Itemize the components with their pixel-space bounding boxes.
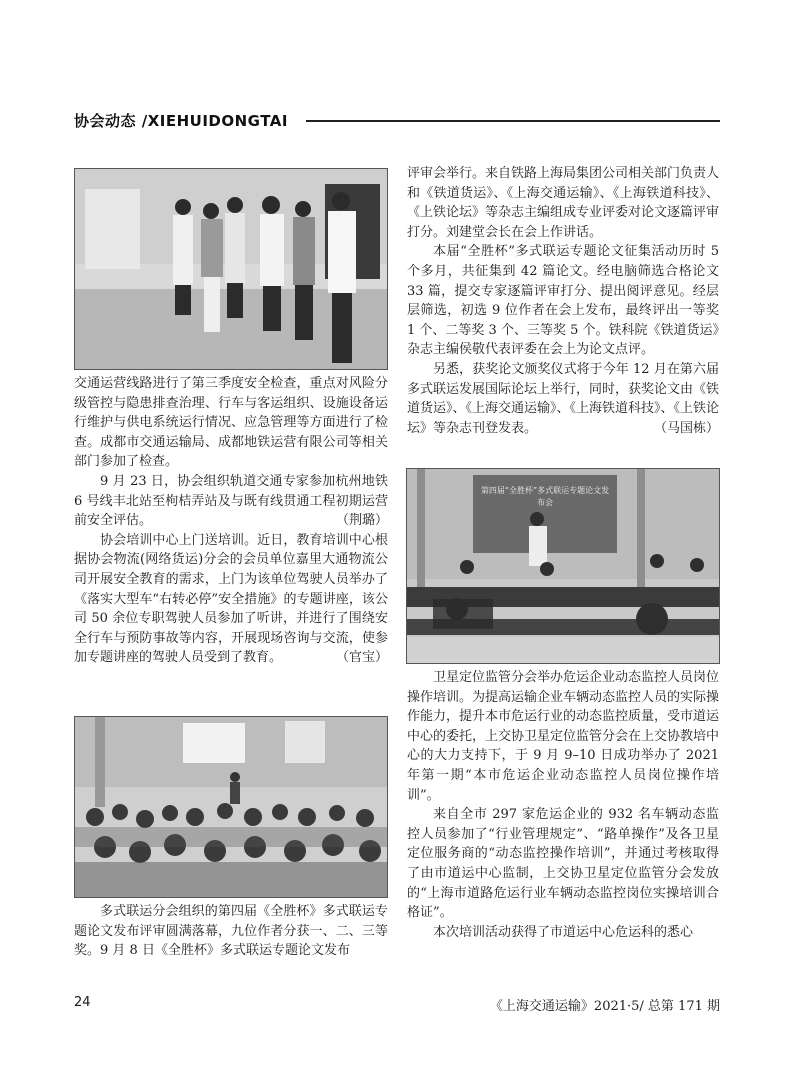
photo-lecture-audience [74,716,388,898]
author-signature: （荆璐） [335,513,388,529]
photo-conference [406,468,720,664]
conference-banner-text: 第四届“全胜杯”多式联运专题论文发布会 [480,486,610,507]
author-signature: （官宝） [335,650,388,666]
section-header [74,110,720,132]
left-paragraph-1: 交通运营线路进行了第三季度安全检查，重点对风险分级管控与隐患排查治理、行车与客运组织、设施设备运行维护与供电系统运行情况、应急管理等方面进行了检查。成都市交通运输局、成都地铁运营有限公司等相关部门参加了检查。 [74,376,388,470]
author-signature: （马国栋） [653,420,719,436]
right-paragraph-6: 本次培训活动获得了市道运中心危运科的悉心 [433,924,694,940]
left-paragraph-2-text: 9 月 23 日，协会组织轨道交通专家参加杭州地铁 6 号线丰北站至枸桔弄站及与既有线贯通工程初期运营前安全评估。 [74,473,388,529]
right-paragraph-3-text: 另悉，获奖论文颁奖仪式将于今年 12 月在第六届多式联运发展国际论坛上举行，同时，获奖论文由《铁道货运》、《上海交通运输》、《上海铁道科技》、《上铁论坛》等杂志刊登发表。 [407,361,720,436]
right-paragraph-1: 评审会举行。来自铁路上海局集团公司相关部门负责人和《铁道货运》、《上海交通运输》、《上海铁道科技》、《上铁论坛》等杂志主编组成专业评委对论文逐篇评审打分。刘建堂会长在会上作讲话。 [407,166,720,240]
left-paragraph-3-text: 协会培训中心上门送培训。近日，教育培训中心根据协会物流(网络货运)分会的会员单位嘉里大通物流公司开展安全教育的需求，上门为该单位驾驶人员举办了《落实大型车“右转必停”安全措施》的专题讲座，该公司 50 余位专职驾驶人员参加了听讲，并进行了围绕安全行车与预防事故等内容，开展现场咨询与交流，使参加专题讲座的驾驶人员受到了教育。 [74,532,388,666]
left-paragraph-4: 多式联运分会组织的第四届《全胜杯》多式联运专题论文发布评审圆满落幕，九位作者分获一、二、三等奖。9 月 8 日《全胜杯》多式联运专题论文发布 [74,904,388,959]
left-text-block-2 [74,902,388,961]
right-text-block [407,164,719,438]
right-text-block-2 [407,668,719,942]
journal-issue: 《上海交通运输》2021·5/ 总第 171 期 [489,999,720,1014]
right-paragraph-5: 来自全市 297 家危运企业的 932 名车辆动态监控人员参加了“行业管理规定”、“路单操作”及各卫星定位服务商的“动态监控操作培训”，并通过考核取得了由市道运中心监制，上交协卫星定位监管分会发放的“上海市道路危运行业车辆动态监控岗位实操培训合格证”。 [407,807,719,921]
section-title: 协会动态 /XIEHUIDONGTAI [74,112,288,130]
page-number: 24 [74,995,91,1010]
photo-inspection-group [74,168,388,370]
left-text-block [74,374,388,668]
right-paragraph-3 [407,360,719,438]
right-paragraph-2: 本届“全胜杯”多式联运专题论文征集活动历时 5 个多月，共征集到 42 篇论文。经电脑筛选合格论文 33 篇，提交专家逐篇评审打分、提出阅评意见。经层层筛选，初选 9 位作者在会上发布，最终评出一等奖 1 个、二等奖 3 个、三等奖 5 个。铁科院《铁道货运》杂志主编侯敬代表评委在会上为论文点评。 [407,244,719,358]
left-paragraph-2 [74,472,388,531]
header-rule [306,120,720,122]
left-paragraph-3 [74,531,388,668]
right-paragraph-4: 卫星定位监管分会举办危运企业动态监控人员岗位操作培训。为提高运输企业车辆动态监控人员的实际操作能力，提升本市危运行业的动态监控质量，受市道运中心的委托，上交协卫星定位监管分会在上交协教培中心的大力支持下，于 9 月 9–10 日成功举办了 2021 年第一期“本市危运企业动态监控人员岗位操作培训”。 [407,670,720,803]
